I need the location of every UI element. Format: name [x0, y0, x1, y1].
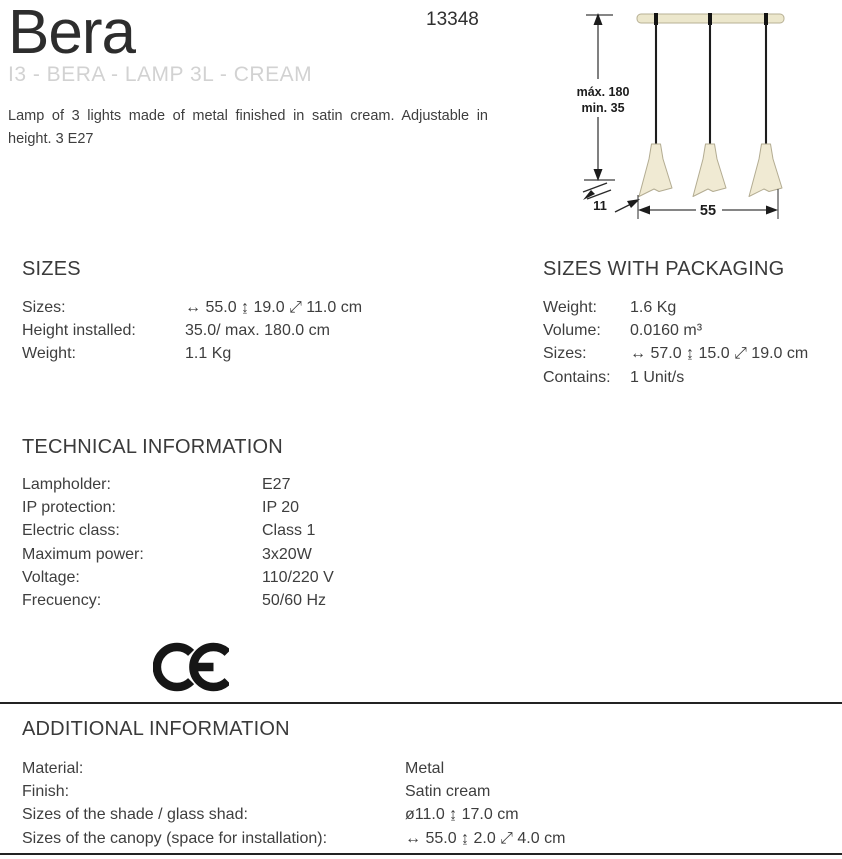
arrowhead-left [638, 206, 650, 215]
row-value: 110/220 V [262, 568, 334, 586]
lamp-technical-drawing [575, 0, 842, 235]
row-value: 1.6 Kg [630, 299, 677, 316]
row-label: Sizes: [22, 299, 66, 316]
row-value: ↔ 57.0 ↨ 15.0 ⤢ 19.0 cm [630, 345, 809, 363]
depth-label: 11 [593, 198, 607, 213]
row-label: Finish: [22, 783, 70, 801]
row-label: Electric class: [22, 522, 120, 540]
row-label: IP protection: [22, 499, 116, 517]
lamp-shade [749, 144, 782, 197]
product-code: 13348 [426, 9, 479, 30]
min-height-label: min. 35 [581, 101, 625, 115]
row-label: Frecuency: [22, 592, 102, 610]
row-label: Weight: [543, 299, 597, 316]
divider-line [0, 853, 842, 855]
row-value: 35.0/ max. 180.0 cm [185, 322, 330, 340]
sizes-heading: SIZES [22, 258, 81, 280]
lamp-shade [693, 144, 726, 197]
cord-connector [654, 13, 658, 25]
row-value: ↔ 55.0 ↨ 2.0 ⤢ 4.0 cm [405, 829, 566, 847]
additional-information-heading: ADDITIONAL INFORMATION [22, 718, 290, 740]
width-label: 55 [699, 203, 717, 219]
lamp-shade [639, 144, 672, 197]
row-label: Material: [22, 760, 84, 777]
row-label: Sizes of the shade / glass shad: [22, 806, 248, 824]
row-value: 0.0160 m³ [630, 322, 703, 340]
row-label: Weight: [22, 345, 76, 363]
arrowhead-right [766, 206, 778, 215]
row-value: IP 20 [262, 499, 300, 517]
divider-line [0, 702, 842, 704]
cord-connector [764, 13, 768, 25]
row-label: Contains: [543, 368, 611, 386]
technical-information-heading: TECHNICAL INFORMATION [22, 436, 283, 458]
row-label: Sizes of the canopy (space for installation): [22, 829, 328, 847]
depth-tick [583, 183, 607, 192]
product-description: Lamp of 3 lights made of metal finished in satin cream. Adjustable in height. 3 E27 [8, 108, 488, 147]
row-label: Voltage: [22, 568, 80, 586]
additional-information-table [22, 757, 565, 850]
row-value: 1 Unit/s [630, 368, 685, 386]
product-subtitle: I3 - BERA - LAMP 3L - CREAM [8, 63, 313, 86]
row-label: Height installed: [22, 322, 136, 340]
arrowhead-down [594, 169, 603, 181]
sizes-with-packaging-heading: SIZES WITH PACKAGING [543, 258, 785, 280]
row-value: ø11.0 ↨ 17.0 cm [405, 806, 519, 824]
row-value: 50/60 Hz [262, 592, 327, 610]
row-label: Sizes: [543, 345, 587, 363]
ce-mark-icon [153, 639, 229, 695]
row-label: Volume: [543, 322, 601, 340]
technical-information-table [22, 473, 334, 612]
row-value: 3x20W [262, 545, 312, 563]
row-label: Lampholder: [22, 476, 111, 493]
row-value: E27 [262, 476, 291, 493]
page-title: Bera [8, 0, 135, 67]
row-value: 1.1 Kg [185, 345, 232, 363]
sizes-table [22, 296, 362, 366]
cord-connector [708, 13, 712, 25]
max-height-label: máx. 180 [576, 85, 630, 99]
row-value: Class 1 [262, 522, 316, 540]
sizes-with-packaging-table [543, 296, 808, 389]
row-value: Metal [405, 760, 445, 777]
row-value: Satin cream [405, 783, 491, 801]
row-value: ↔ 55.0 ↨ 19.0 ⤢ 11.0 cm [185, 299, 363, 316]
row-label: Maximum power: [22, 545, 144, 563]
